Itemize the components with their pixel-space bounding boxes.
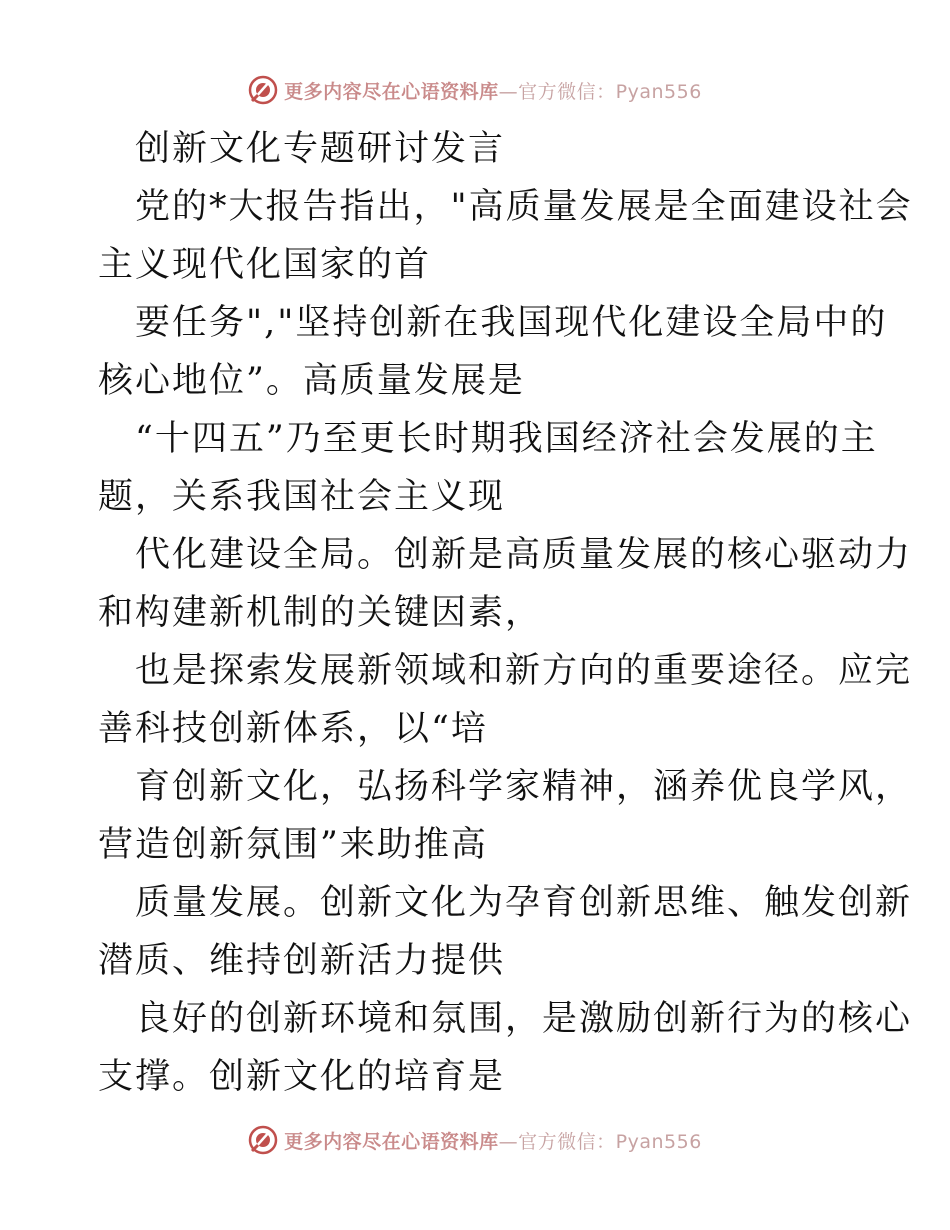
paragraph-line: 核心地位”。高质量发展是 <box>98 361 525 401</box>
paragraph-line: 主义现代化国家的首 <box>98 245 432 285</box>
paragraph-line: 也是探索发展新领域和新方向的重要途径。应完 <box>135 651 913 691</box>
paragraph-line: 支撑。创新文化的培育是 <box>98 1057 506 1097</box>
paragraph-line: 育创新文化，弘扬科学家精神，涵养优良学风， <box>135 767 913 807</box>
document-title: 创新文化专题研讨发言 <box>135 129 506 169</box>
paragraph-line: 代化建设全局。创新是高质量发展的核心驱动力 <box>135 535 913 575</box>
paragraph-line: 良好的创新环境和氛围，是激励创新行为的核心 <box>135 999 913 1039</box>
paragraph-line: 和构建新机制的关键因素， <box>98 593 543 633</box>
paragraph-line: 潜质、维持创新活力提供 <box>98 941 506 981</box>
paragraph-line: 题，关系我国社会主义现 <box>98 477 506 517</box>
watermark-brand: 更多内容尽在心语资料库 <box>284 1130 499 1153</box>
paragraph-line: 党的*大报告指出，"高质量发展是全面建设社会 <box>135 187 913 227</box>
document-body <box>98 120 913 1106</box>
paragraph-line: 要任务","坚持创新在我国现代化建设全局中的 <box>135 303 888 343</box>
paragraph-line: 善科技创新体系，以“培 <box>98 709 488 749</box>
logo-icon <box>248 75 278 105</box>
logo-icon <box>248 1125 278 1155</box>
watermark-brand: 更多内容尽在心语资料库 <box>284 80 499 103</box>
paragraph-line: “十四五”乃至更长时期我国经济社会发展的主 <box>135 419 878 459</box>
paragraph-line: 质量发展。创新文化为孕育创新思维、触发创新 <box>135 883 913 923</box>
watermark-contact: —官方微信：Pyan556 <box>498 1130 702 1153</box>
watermark-contact: —官方微信：Pyan556 <box>498 80 702 103</box>
header-watermark <box>0 70 950 110</box>
footer-watermark <box>0 1120 950 1160</box>
paragraph-line: 营造创新氛围”来助推高 <box>98 825 488 865</box>
